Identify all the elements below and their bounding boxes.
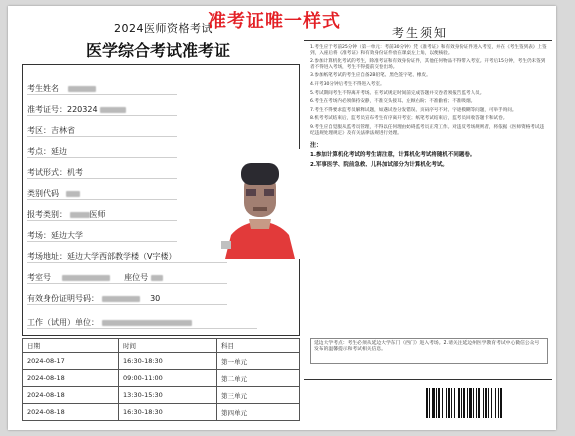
field-label: 考试形式： — [27, 168, 67, 177]
unique-format-overlay: 准考证唯一样式 — [208, 11, 341, 32]
field-exam-site — [27, 146, 67, 157]
subject-cell: 第四单元 — [217, 404, 300, 421]
rule-item: 8.机考考试结束后，监考员宣布考生有序离开考室；纸笔考试结束后，监考员回收答题卡和试卷。 — [310, 116, 508, 122]
redacted-value — [70, 212, 90, 218]
subject-cell: 第一单元 — [217, 353, 300, 370]
column-header: 科目 — [217, 339, 300, 353]
table-row — [23, 353, 300, 370]
rule-item: 6.考生在考场内必须保持安静，不准交头接耳、左顾右盼；不准偷看；不准吸烟。 — [310, 99, 476, 105]
subject-cell: 第三单元 — [217, 387, 300, 404]
date-cell: 2024-08-18 — [23, 387, 119, 404]
field-exam-region — [27, 125, 75, 136]
date-cell: 2024-08-17 — [23, 353, 119, 370]
rule-item: 2.参加计算机化考试的考生，除准考证和有效身份证件，其他任何物品不得带入考室。开考后15分钟，考生仍未签到者不得进入考场，考生不得提前交卷出场。 — [310, 59, 546, 70]
venue-remark-box: 延边大学考点：考生必须从延边大学东门（西门）进入考场。2.请关注延边州医学教育考试中心微信公众号发布的温馨提示和考试相关信息。 — [310, 338, 548, 364]
notice-title: 考生须知 — [392, 26, 449, 40]
field-value: 220324 — [67, 105, 98, 114]
time-cell: 16:30-18:30 — [119, 353, 217, 370]
field-label: 考室号 — [27, 273, 51, 282]
field-category-code — [27, 188, 80, 199]
field-name — [27, 83, 96, 94]
redacted-value — [62, 275, 110, 281]
subject-cell: 第二单元 — [217, 370, 300, 387]
field-room-seat — [27, 272, 163, 283]
candidate-photo — [219, 149, 301, 259]
table-header-row — [23, 339, 300, 353]
field-value: 延边大学 — [51, 231, 83, 240]
redacted-value — [100, 107, 126, 113]
barcode-icon — [426, 388, 544, 418]
field-label: 考点： — [27, 147, 51, 156]
ticket-right-panel — [304, 6, 556, 430]
time-cell: 09:00-11:00 — [119, 370, 217, 387]
field-label: 考场地址： — [27, 252, 67, 261]
field-label: 工作（试用）单位： — [27, 318, 99, 327]
redacted-value — [151, 275, 163, 281]
ticket-left-panel — [16, 6, 341, 430]
table-row — [23, 370, 300, 387]
field-label: 准考证号： — [27, 105, 67, 114]
redacted-value — [66, 191, 80, 197]
note-item: 1.参加计算机化考试的考生请注意，计算机化考试将随机不同题卷。 — [310, 152, 476, 159]
notes-label: 注： — [310, 142, 323, 150]
rule-item: 9.考生应自觉服从监考员管理，不得以任何理由妨碍监考员正常工作。对违反考场规则者，将依据《医师资格考试违纪违规处理规定》及有关法律法规进行处理。 — [310, 124, 545, 136]
seat-label: 座位号 — [124, 273, 149, 282]
field-label: 考区： — [27, 126, 51, 135]
field-label: 考场： — [27, 231, 51, 240]
field-value: 30 — [150, 294, 161, 303]
date-cell: 2024-08-18 — [23, 404, 119, 421]
person-photo-icon — [219, 149, 301, 259]
exam-year-title: 2024医师资格考试 — [114, 22, 213, 35]
column-header: 时间 — [119, 339, 217, 353]
field-value: 机考 — [67, 168, 83, 177]
field-ticket-number — [27, 104, 126, 115]
field-value: 延边 — [51, 147, 67, 156]
field-label: 类别代码 — [27, 189, 59, 198]
field-exam-venue — [27, 230, 83, 241]
note-item: 2.军事医学、院前急救、儿科加试部分为计算机化考试。 — [310, 162, 448, 169]
candidate-info-frame — [22, 64, 300, 336]
field-label: 报考类别： — [27, 210, 67, 219]
field-id-number — [27, 293, 160, 304]
column-header: 日期 — [23, 339, 119, 353]
table-row — [23, 404, 300, 421]
ticket-main-title: 医学综合考试准考证 — [86, 41, 231, 60]
notice-frame — [304, 40, 552, 380]
rule-item: 5.考试期间考生不得离开考场。在考试规定时间前完成答题并交卷者须报告监考人员。 — [310, 90, 485, 96]
table-row — [23, 387, 300, 404]
time-cell: 13:30-15:30 — [119, 387, 217, 404]
time-cell: 16:30-18:30 — [119, 404, 217, 421]
redacted-value — [102, 320, 192, 326]
field-value: 吉林省 — [51, 126, 75, 135]
rule-item: 1.考生应于考前25分钟（第一单元：考前30分钟）凭《准考证》和有效身份证件进入考室，并在《考生签到表》上签到，入座后将《准考证》和有效身份证件放在课桌左上角，以便核验。 — [310, 45, 547, 56]
admission-ticket — [8, 6, 556, 430]
notice-rules — [310, 45, 548, 172]
rule-item: 3.参加纸笔考试的考生应自备2B铅笔、黑色签字笔、橡皮。 — [310, 73, 431, 79]
field-label: 有效身份证明号码： — [27, 294, 99, 303]
field-value: 医师 — [89, 210, 106, 219]
exam-schedule-table — [22, 338, 300, 421]
field-venue-address — [27, 251, 176, 262]
field-exam-form — [27, 167, 83, 178]
redacted-value — [102, 296, 140, 302]
rule-item: 7.考生不得要求监考员解释试题，如遇试卷分发错误、页码序号不对、字迹模糊等问题，可举手询问。 — [310, 107, 517, 113]
redacted-value — [68, 86, 96, 92]
rule-item: 4.开考30分钟后考生不得进入考室。 — [310, 81, 385, 87]
field-label: 考生姓名 — [27, 84, 59, 93]
field-value: 延边大学西部教学楼（V字楼） — [67, 252, 177, 261]
field-category — [27, 209, 106, 220]
date-cell: 2024-08-18 — [23, 370, 119, 387]
field-work-unit — [27, 317, 192, 328]
